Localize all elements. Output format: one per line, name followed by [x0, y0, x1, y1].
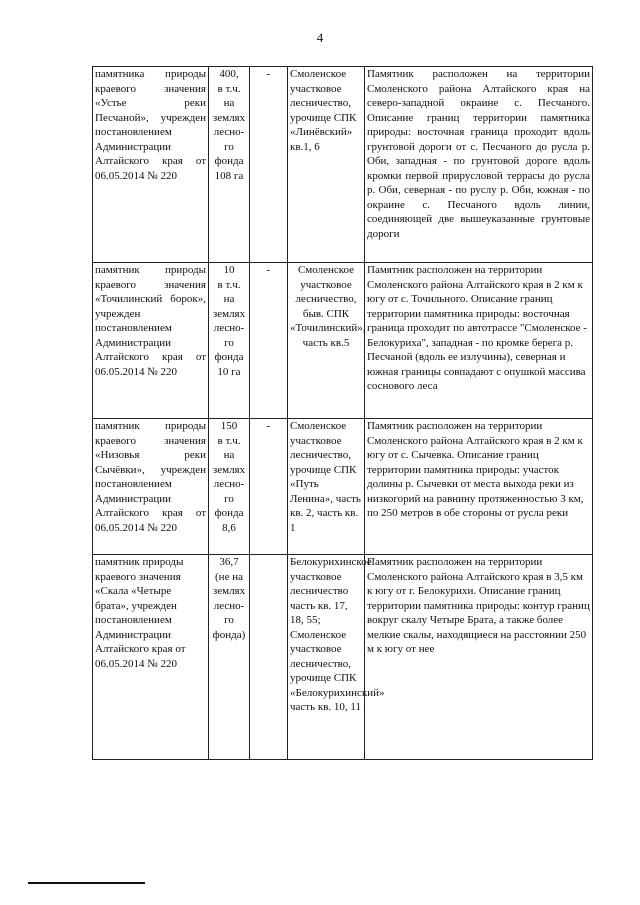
description-cell: Памятник расположен на территории Смоленского района Алтайского края в 3,5 км к югу от г. Белокурихи. Описание границ территории памятника природы: контур границ вокруг скалу Четыре Брата, а также более мелкие скалы, находящиеся на расстоянии 250 м к югу от нее: [365, 555, 593, 760]
area-cell: 10 в т.ч. на землях лесно- го фонда 10 га: [209, 263, 250, 419]
dash-cell: -: [250, 67, 288, 263]
location-cell: Смоленское участковое лесничество, урочище СПК «Линёвский» кв.1, 6: [288, 67, 365, 263]
location-cell: Смоленское участковое лесничество, урочище СПК «Путь Ленина», часть кв. 2, часть кв. 1: [288, 419, 365, 555]
area-cell: 400, в т.ч. на землях лесно- го фонда 108 га: [209, 67, 250, 263]
area-cell: 36,7 (не на землях лесно- го фонда): [209, 555, 250, 760]
status-cell: памятник природы краевого значения «Низовья реки Сычёвки», учрежден постановлением Администрации Алтайского края от 06.05.2014 № 220: [93, 419, 209, 555]
dash-cell: -: [250, 263, 288, 419]
location-cell: Смоленское участковое лесничество, быв. СПК «Точилинский», часть кв.5: [288, 263, 365, 419]
protected-areas-table: [92, 66, 593, 760]
dash-cell: -: [250, 419, 288, 555]
table-row: [93, 67, 593, 263]
table-row: [93, 419, 593, 555]
description-cell: Памятник расположен на территории Смоленского района Алтайского края на северо-западной окраине с. Песчаного. Описание границ территории памятника природы: восточная граница проходит вдоль грунтовой дороги от с. Песчаного до русла р. Оби, западная - по грунтовой дороге вдоль кромки первой прирусловой террасы до русла р. Оби, северная - по руслу р. Оби, южная - по окраине с. Песчаного вдоль линии, соединяющей две вышеуказанные грунтовые дороги: [365, 67, 593, 263]
footnote-separator: [28, 882, 145, 884]
status-cell: памятник природы краевого значения «Точилинский борок», учрежден постановлением Администрации Алтайского края от 06.05.2014 № 220: [93, 263, 209, 419]
table-row: [93, 555, 593, 760]
location-cell: Белокурихинское участковое лесничество часть кв. 17, 18, 55; Смоленское участковое лесничество, урочище СПК «Белокурихинский» часть кв. 10, 11: [288, 555, 365, 760]
page-number: 4: [316, 30, 324, 45]
status-cell: памятника природы краевого значения «Устье реки Песчаной», учрежден постановлением Администрации Алтайского края от 06.05.2014 № 220: [93, 67, 209, 263]
dash-cell: [250, 555, 288, 760]
area-cell: 150 в т.ч. на землях лесно- го фонда 8,6: [209, 419, 250, 555]
description-cell: Памятник расположен на территории Смоленского района Алтайского края в 2 км к югу от с. Сычевка. Описание границ территории памятника природы: участок долины р. Сычевки от места выхода реки из низкогорий на равнину протяженностью 3 км, по 250 метров в обе стороны от русла реки: [365, 419, 593, 555]
description-cell: Памятник расположен на территории Смоленского района Алтайского края в 2 км к югу от с. Точильного. Описание границ территории памятника природы: восточная граница проходит по автотрассе "Смоленское - Белокуриха", западная - по кромке берега р. Песчаной (вдоль ее излучины), северная и южная границы совпадают с опушкой массива соснового леса: [365, 263, 593, 419]
status-cell: памятник природы краевого значения «Скала «Четыре брата», учрежден постановлением Администрации Алтайского края от 06.05.2014 № 220: [93, 555, 209, 760]
table-row: [93, 263, 593, 419]
